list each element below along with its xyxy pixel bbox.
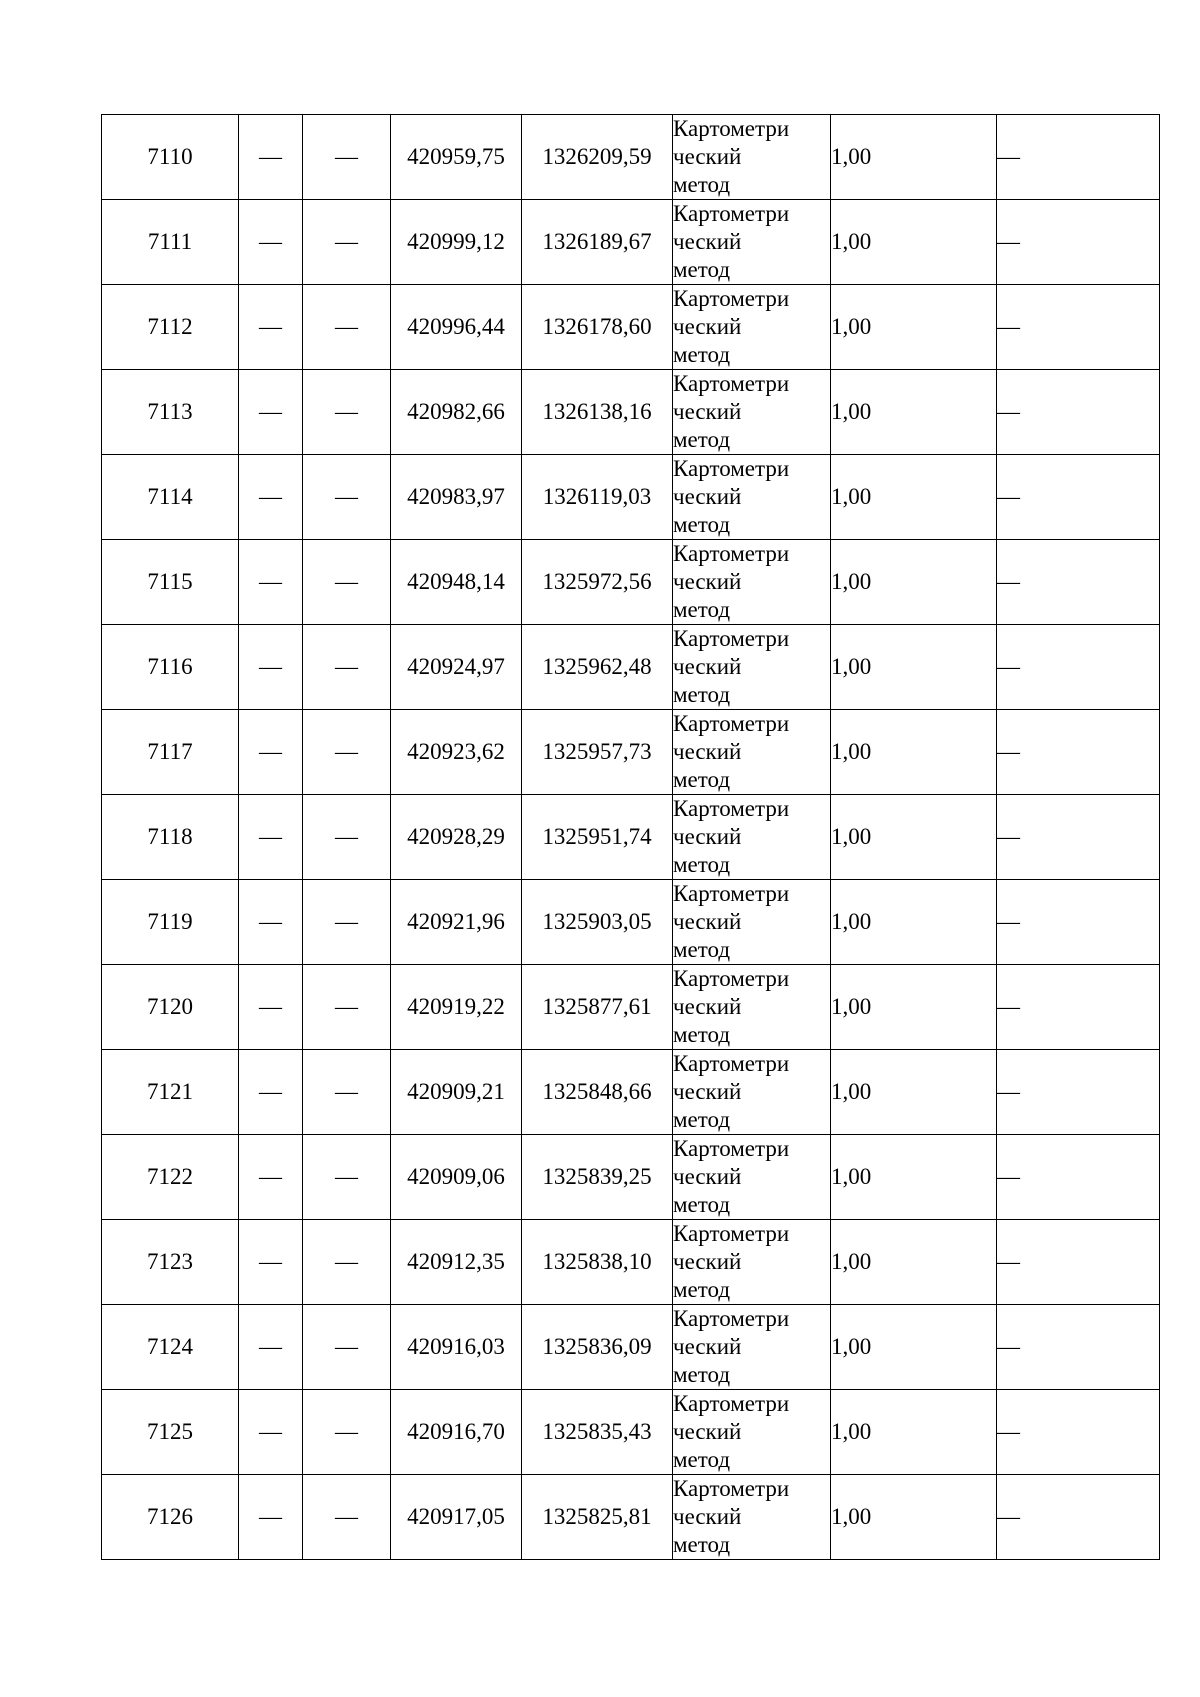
- x-coordinate-cell: 420982,66: [391, 370, 522, 455]
- empty-value-cell: —: [303, 1050, 391, 1135]
- y-coordinate-cell: 1325951,74: [522, 795, 673, 880]
- accuracy-cell: 1,00: [831, 965, 997, 1050]
- method-cell: Картометри ческий метод: [673, 965, 831, 1050]
- method-cell: Картометри ческий метод: [673, 115, 831, 200]
- table-row: [102, 1050, 1160, 1135]
- x-coordinate-cell: 420912,35: [391, 1220, 522, 1305]
- table-row: [102, 1135, 1160, 1220]
- x-coordinate-cell: 420999,12: [391, 200, 522, 285]
- point-number-cell: 7122: [102, 1135, 239, 1220]
- x-coordinate-cell: 420923,62: [391, 710, 522, 795]
- table-row: [102, 1390, 1160, 1475]
- method-cell: Картометри ческий метод: [673, 1135, 831, 1220]
- note-cell: —: [997, 1305, 1160, 1390]
- note-cell: —: [997, 1390, 1160, 1475]
- method-cell: Картометри ческий метод: [673, 200, 831, 285]
- x-coordinate-cell: 420909,06: [391, 1135, 522, 1220]
- empty-value-cell: —: [303, 540, 391, 625]
- empty-value-cell: —: [303, 880, 391, 965]
- note-cell: —: [997, 1475, 1160, 1560]
- y-coordinate-cell: 1325972,56: [522, 540, 673, 625]
- point-number-cell: 7121: [102, 1050, 239, 1135]
- method-cell: Картометри ческий метод: [673, 625, 831, 710]
- method-cell: Картометри ческий метод: [673, 1475, 831, 1560]
- method-cell: Картометри ческий метод: [673, 1050, 831, 1135]
- note-cell: —: [997, 200, 1160, 285]
- table-row: [102, 795, 1160, 880]
- table-row: [102, 455, 1160, 540]
- y-coordinate-cell: 1325903,05: [522, 880, 673, 965]
- y-coordinate-cell: 1326189,67: [522, 200, 673, 285]
- note-cell: —: [997, 1135, 1160, 1220]
- y-coordinate-cell: 1325962,48: [522, 625, 673, 710]
- y-coordinate-cell: 1326138,16: [522, 370, 673, 455]
- y-coordinate-cell: 1325848,66: [522, 1050, 673, 1135]
- accuracy-cell: 1,00: [831, 1390, 997, 1475]
- empty-value-cell: —: [239, 1220, 303, 1305]
- point-number-cell: 7115: [102, 540, 239, 625]
- point-number-cell: 7116: [102, 625, 239, 710]
- y-coordinate-cell: 1325838,10: [522, 1220, 673, 1305]
- table-row: [102, 880, 1160, 965]
- point-number-cell: 7110: [102, 115, 239, 200]
- y-coordinate-cell: 1325839,25: [522, 1135, 673, 1220]
- y-coordinate-cell: 1326178,60: [522, 285, 673, 370]
- table-body: [102, 115, 1160, 1560]
- note-cell: —: [997, 370, 1160, 455]
- x-coordinate-cell: 420916,70: [391, 1390, 522, 1475]
- coordinates-table: [101, 114, 1160, 1560]
- note-cell: —: [997, 115, 1160, 200]
- point-number-cell: 7125: [102, 1390, 239, 1475]
- method-cell: Картометри ческий метод: [673, 540, 831, 625]
- y-coordinate-cell: 1325835,43: [522, 1390, 673, 1475]
- empty-value-cell: —: [303, 455, 391, 540]
- table-row: [102, 625, 1160, 710]
- table-row: [102, 200, 1160, 285]
- empty-value-cell: —: [239, 1390, 303, 1475]
- note-cell: —: [997, 540, 1160, 625]
- accuracy-cell: 1,00: [831, 1050, 997, 1135]
- accuracy-cell: 1,00: [831, 880, 997, 965]
- note-cell: —: [997, 880, 1160, 965]
- method-cell: Картометри ческий метод: [673, 880, 831, 965]
- empty-value-cell: —: [303, 115, 391, 200]
- y-coordinate-cell: 1325957,73: [522, 710, 673, 795]
- point-number-cell: 7117: [102, 710, 239, 795]
- point-number-cell: 7114: [102, 455, 239, 540]
- empty-value-cell: —: [239, 370, 303, 455]
- empty-value-cell: —: [303, 625, 391, 710]
- point-number-cell: 7120: [102, 965, 239, 1050]
- empty-value-cell: —: [239, 540, 303, 625]
- note-cell: —: [997, 965, 1160, 1050]
- method-cell: Картометри ческий метод: [673, 710, 831, 795]
- x-coordinate-cell: 420996,44: [391, 285, 522, 370]
- y-coordinate-cell: 1325877,61: [522, 965, 673, 1050]
- method-cell: Картометри ческий метод: [673, 1220, 831, 1305]
- point-number-cell: 7119: [102, 880, 239, 965]
- empty-value-cell: —: [303, 965, 391, 1050]
- x-coordinate-cell: 420928,29: [391, 795, 522, 880]
- accuracy-cell: 1,00: [831, 540, 997, 625]
- table-row: [102, 285, 1160, 370]
- x-coordinate-cell: 420909,21: [391, 1050, 522, 1135]
- empty-value-cell: —: [303, 1305, 391, 1390]
- x-coordinate-cell: 420921,96: [391, 880, 522, 965]
- accuracy-cell: 1,00: [831, 625, 997, 710]
- table-row: [102, 115, 1160, 200]
- x-coordinate-cell: 420917,05: [391, 1475, 522, 1560]
- empty-value-cell: —: [239, 1475, 303, 1560]
- empty-value-cell: —: [239, 795, 303, 880]
- empty-value-cell: —: [239, 285, 303, 370]
- method-cell: Картометри ческий метод: [673, 285, 831, 370]
- point-number-cell: 7112: [102, 285, 239, 370]
- empty-value-cell: —: [239, 880, 303, 965]
- method-cell: Картометри ческий метод: [673, 795, 831, 880]
- table-row: [102, 1220, 1160, 1305]
- accuracy-cell: 1,00: [831, 1305, 997, 1390]
- empty-value-cell: —: [239, 710, 303, 795]
- note-cell: —: [997, 285, 1160, 370]
- empty-value-cell: —: [239, 115, 303, 200]
- empty-value-cell: —: [303, 370, 391, 455]
- point-number-cell: 7113: [102, 370, 239, 455]
- note-cell: —: [997, 625, 1160, 710]
- empty-value-cell: —: [239, 625, 303, 710]
- method-cell: Картометри ческий метод: [673, 1390, 831, 1475]
- x-coordinate-cell: 420924,97: [391, 625, 522, 710]
- point-number-cell: 7124: [102, 1305, 239, 1390]
- empty-value-cell: —: [303, 1390, 391, 1475]
- x-coordinate-cell: 420959,75: [391, 115, 522, 200]
- method-cell: Картометри ческий метод: [673, 1305, 831, 1390]
- empty-value-cell: —: [303, 1475, 391, 1560]
- accuracy-cell: 1,00: [831, 285, 997, 370]
- empty-value-cell: —: [239, 455, 303, 540]
- note-cell: —: [997, 455, 1160, 540]
- table-row: [102, 540, 1160, 625]
- empty-value-cell: —: [239, 1050, 303, 1135]
- y-coordinate-cell: 1325836,09: [522, 1305, 673, 1390]
- note-cell: —: [997, 795, 1160, 880]
- accuracy-cell: 1,00: [831, 1135, 997, 1220]
- empty-value-cell: —: [303, 710, 391, 795]
- empty-value-cell: —: [303, 1220, 391, 1305]
- empty-value-cell: —: [239, 1135, 303, 1220]
- x-coordinate-cell: 420983,97: [391, 455, 522, 540]
- empty-value-cell: —: [239, 1305, 303, 1390]
- note-cell: —: [997, 1220, 1160, 1305]
- accuracy-cell: 1,00: [831, 795, 997, 880]
- accuracy-cell: 1,00: [831, 1220, 997, 1305]
- point-number-cell: 7126: [102, 1475, 239, 1560]
- method-cell: Картометри ческий метод: [673, 370, 831, 455]
- method-cell: Картометри ческий метод: [673, 455, 831, 540]
- accuracy-cell: 1,00: [831, 455, 997, 540]
- y-coordinate-cell: 1325825,81: [522, 1475, 673, 1560]
- note-cell: —: [997, 710, 1160, 795]
- x-coordinate-cell: 420916,03: [391, 1305, 522, 1390]
- table-row: [102, 965, 1160, 1050]
- point-number-cell: 7123: [102, 1220, 239, 1305]
- accuracy-cell: 1,00: [831, 370, 997, 455]
- point-number-cell: 7118: [102, 795, 239, 880]
- note-cell: —: [997, 1050, 1160, 1135]
- accuracy-cell: 1,00: [831, 1475, 997, 1560]
- accuracy-cell: 1,00: [831, 115, 997, 200]
- table-row: [102, 370, 1160, 455]
- empty-value-cell: —: [303, 285, 391, 370]
- empty-value-cell: —: [239, 965, 303, 1050]
- y-coordinate-cell: 1326119,03: [522, 455, 673, 540]
- empty-value-cell: —: [239, 200, 303, 285]
- x-coordinate-cell: 420919,22: [391, 965, 522, 1050]
- accuracy-cell: 1,00: [831, 200, 997, 285]
- point-number-cell: 7111: [102, 200, 239, 285]
- table-row: [102, 1475, 1160, 1560]
- accuracy-cell: 1,00: [831, 710, 997, 795]
- empty-value-cell: —: [303, 795, 391, 880]
- empty-value-cell: —: [303, 1135, 391, 1220]
- y-coordinate-cell: 1326209,59: [522, 115, 673, 200]
- empty-value-cell: —: [303, 200, 391, 285]
- x-coordinate-cell: 420948,14: [391, 540, 522, 625]
- table-row: [102, 1305, 1160, 1390]
- table-row: [102, 710, 1160, 795]
